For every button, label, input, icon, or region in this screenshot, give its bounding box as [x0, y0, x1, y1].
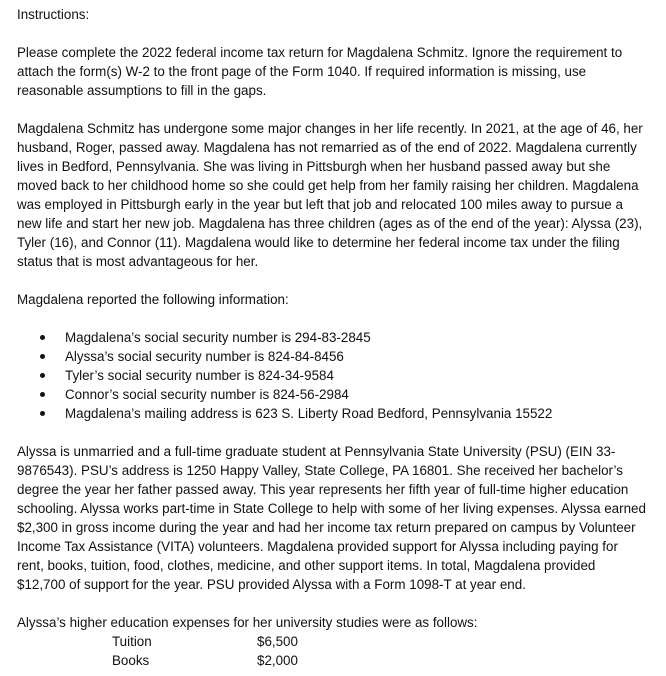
list-item — [17, 385, 646, 404]
intro-paragraph: Please complete the 2022 federal income tax return for Magdalena Schmitz. Ignore the requirement to attach the form(s) W-2 to the front page of the Form 1040. If required information is missing, use reasonable assumptions to fill in the gaps. — [17, 45, 623, 98]
instructions-heading: Instructions: — [17, 7, 90, 22]
list-item-text: Alyssa’s social security number is 824-84-8456 — [65, 349, 344, 364]
bullet-icon — [40, 354, 45, 359]
list-item-text: Tyler’s social security number is 824-34-9584 — [65, 368, 334, 383]
list-item-text: Connor’s social security number is 824-56-2984 — [65, 387, 349, 402]
expenses-intro: Alyssa’s higher education expenses for her university studies were as follows: — [17, 615, 478, 630]
table-row — [17, 632, 646, 651]
expense-label: Tuition — [112, 634, 152, 649]
list-item — [17, 366, 646, 385]
background-paragraph: Magdalena Schmitz has undergone some major changes in her life recently. In 2021, at the age of 46, her husband, Roger, passed away. Magdalena has not remarried as of the end of 2022. Magdalena currently lives in Bedford, Pennsylvania. She was living in Pittsburgh when her husband passed away but she moved back to her childhood home so she could get help from her family raising her children. Magdalena was employed in Pittsburgh early in the year but left that job and relocated 100 miles away to pursue a new life and start her new job. Magdalena has three children (ages as of the end of the year): Alyssa (23), Tyler (16), and Connor (11). Magdalena would like to determine her federal income tax under the filing status that is most advantageous for her. — [17, 121, 643, 269]
list-item-text: Magdalena’s social security number is 294-83-2845 — [65, 330, 371, 345]
expense-label: Books — [112, 653, 150, 668]
expenses-table — [17, 632, 646, 670]
list-item — [17, 328, 646, 347]
bullet-icon — [40, 335, 45, 340]
alyssa-paragraph: Alyssa is unmarried and a full-time graduate student at Pennsylvania State University (PSU) (EIN 33-9876543). PSU’s address is 1250 Happy Valley, State College, PA 16801. She received her bachelor’s degree the year her father passed away. This year represents her fifth year of full-time higher education schooling. Alyssa works part-time in State College to help with some of her living expenses. Alyssa earned $2,300 in gross income during the year and had her income tax return prepared on campus by Volunteer Income Tax Assistance (VITA) volunteers. Magdalena provided support for Alyssa including paying for rent, books, tuition, food, clothes, medicine, and other support items. In total, Magdalena provided $12,700 of support for the year. PSU provided Alyssa with a Form 1098-T at year end. — [17, 444, 646, 592]
expense-amount: $2,000 — [257, 653, 298, 668]
reported-info-intro: Magdalena reported the following information: — [17, 292, 289, 307]
table-row — [17, 651, 646, 670]
bullet-icon — [40, 411, 45, 416]
bullet-icon — [40, 373, 45, 378]
list-item — [17, 404, 646, 423]
list-item-text: Magdalena’s mailing address is 623 S. Liberty Road Bedford, Pennsylvania 15522 — [65, 406, 553, 421]
list-item — [17, 347, 646, 366]
expense-amount: $6,500 — [257, 634, 298, 649]
bullet-icon — [40, 392, 45, 397]
reported-info-list — [17, 328, 646, 423]
